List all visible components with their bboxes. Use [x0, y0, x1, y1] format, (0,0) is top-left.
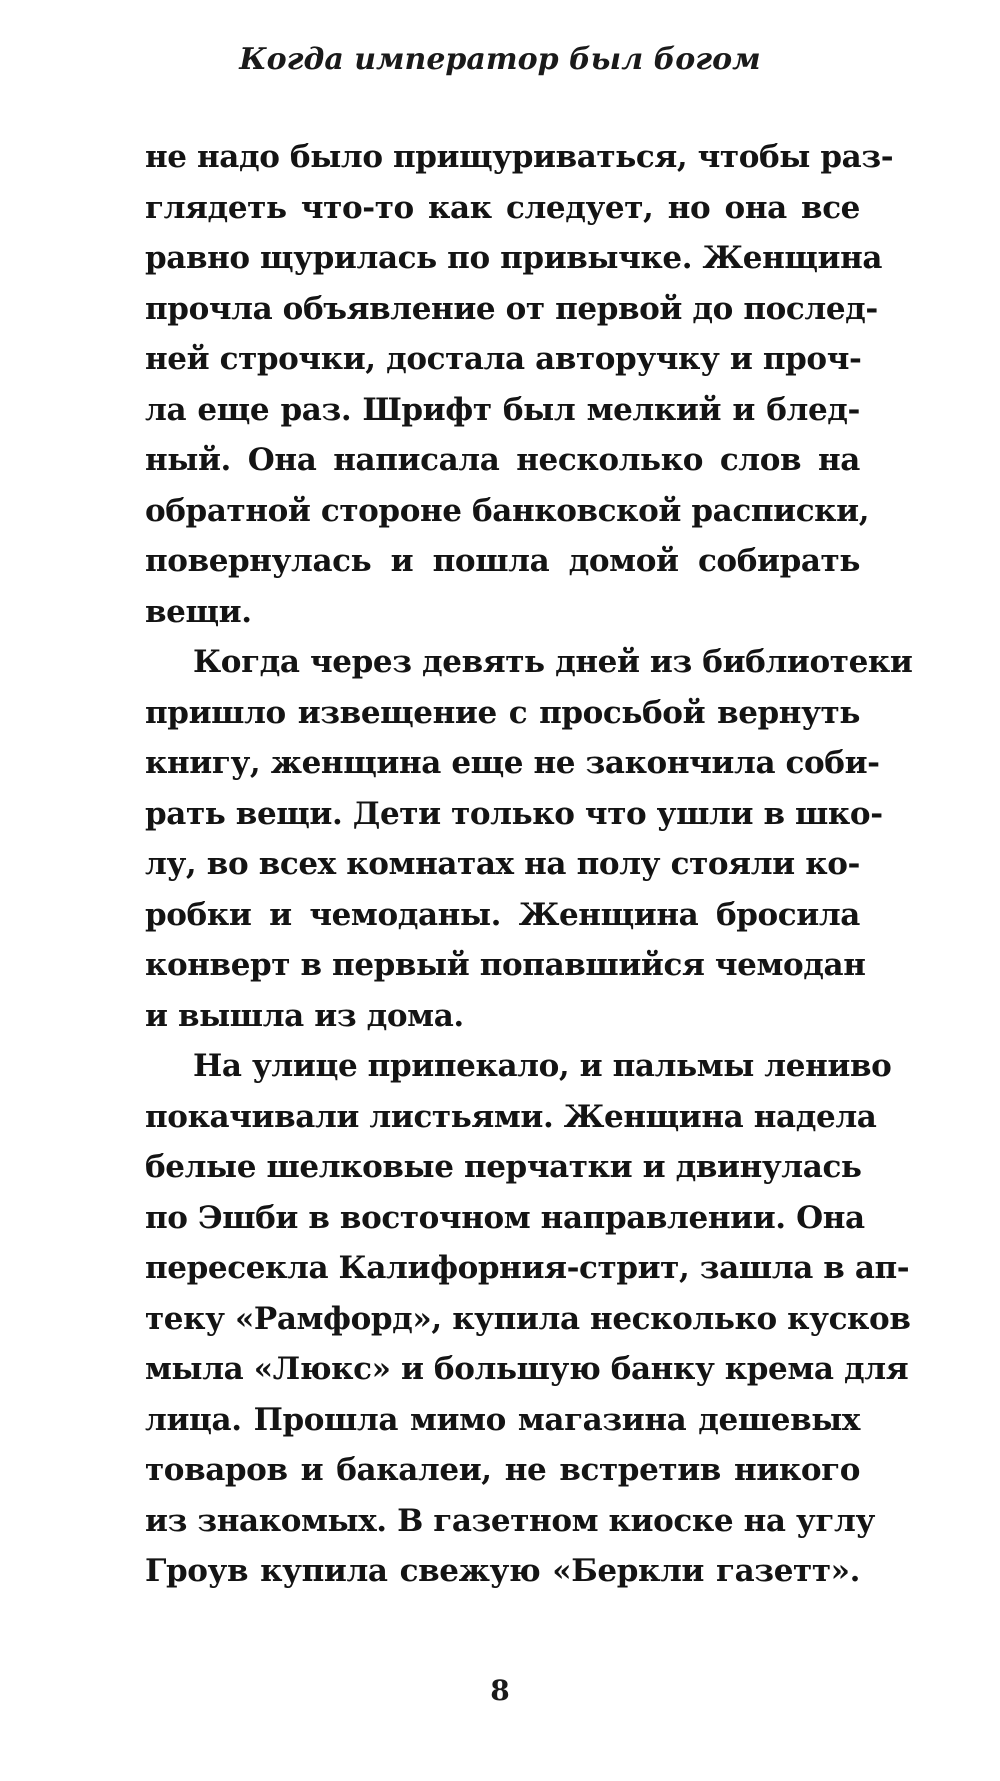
text-line: глядеть что-то как следует, но она все: [145, 189, 860, 226]
text-line: равно щурилась по привычке. Женщина: [145, 240, 883, 276]
text-line: товаров и бакалеи, не встретив никого: [145, 1452, 860, 1488]
text-line: пересекла Калифорния-стрит, зашла в ап-: [145, 1250, 910, 1286]
text-line: ла еще раз. Шрифт был мелкий и блед-: [145, 391, 860, 428]
text-line: не надо было прищуриваться, чтобы раз-: [145, 139, 894, 175]
text-line: лу, во всех комнатах на полу стояли ко-: [145, 846, 860, 882]
text-line: ный. Она написала несколько слов на: [145, 442, 860, 478]
text-line: вещи.: [145, 593, 252, 630]
text-line: покачивали листьями. Женщина надела: [145, 1098, 877, 1135]
text-line: рать вещи. Дети только что ушли в шко-: [145, 795, 883, 832]
text-line: робки и чемоданы. Женщина бросила: [145, 896, 860, 933]
paragraph-first-line: Когда через девять дней из библиотеки: [193, 644, 913, 680]
text-line: книгу, женщина еще не закончила соби-: [145, 745, 880, 781]
text-line: мыла «Люкс» и большую банку крема для: [145, 1351, 909, 1387]
text-line: повернулась и пошла домой собирать: [145, 543, 860, 579]
text-line: из знакомых. В газетном киоске на углу: [145, 1502, 875, 1539]
text-line: конверт в первый попавшийся чемодан: [145, 947, 866, 983]
text-line: лица. Прошла мимо магазина дешевых: [145, 1401, 860, 1438]
page-number: 8: [490, 1674, 510, 1707]
body-text: [145, 132, 913, 1597]
paragraph-first-line: На улице припекало, и пальмы лениво: [193, 1048, 892, 1084]
text-line: Гроув купила свежую «Беркли газетт».: [145, 1553, 860, 1589]
running-header-title: Когда император был богом: [239, 42, 761, 77]
text-line: теку «Рамфорд», купила несколько кусков: [145, 1300, 911, 1337]
text-line: по Эшби в восточном направлении. Она: [145, 1199, 865, 1236]
text-line: белые шелковые перчатки и двинулась: [145, 1149, 862, 1185]
text-line: пришло извещение с просьбой вернуть: [145, 694, 860, 731]
text-line: прочла объявление от первой до послед-: [145, 290, 878, 327]
text-line: обратной стороне банковской расписки,: [145, 492, 870, 529]
text-line: и вышла из дома.: [145, 997, 464, 1034]
text-line: ней строчки, достала авторучку и проч-: [145, 341, 862, 377]
